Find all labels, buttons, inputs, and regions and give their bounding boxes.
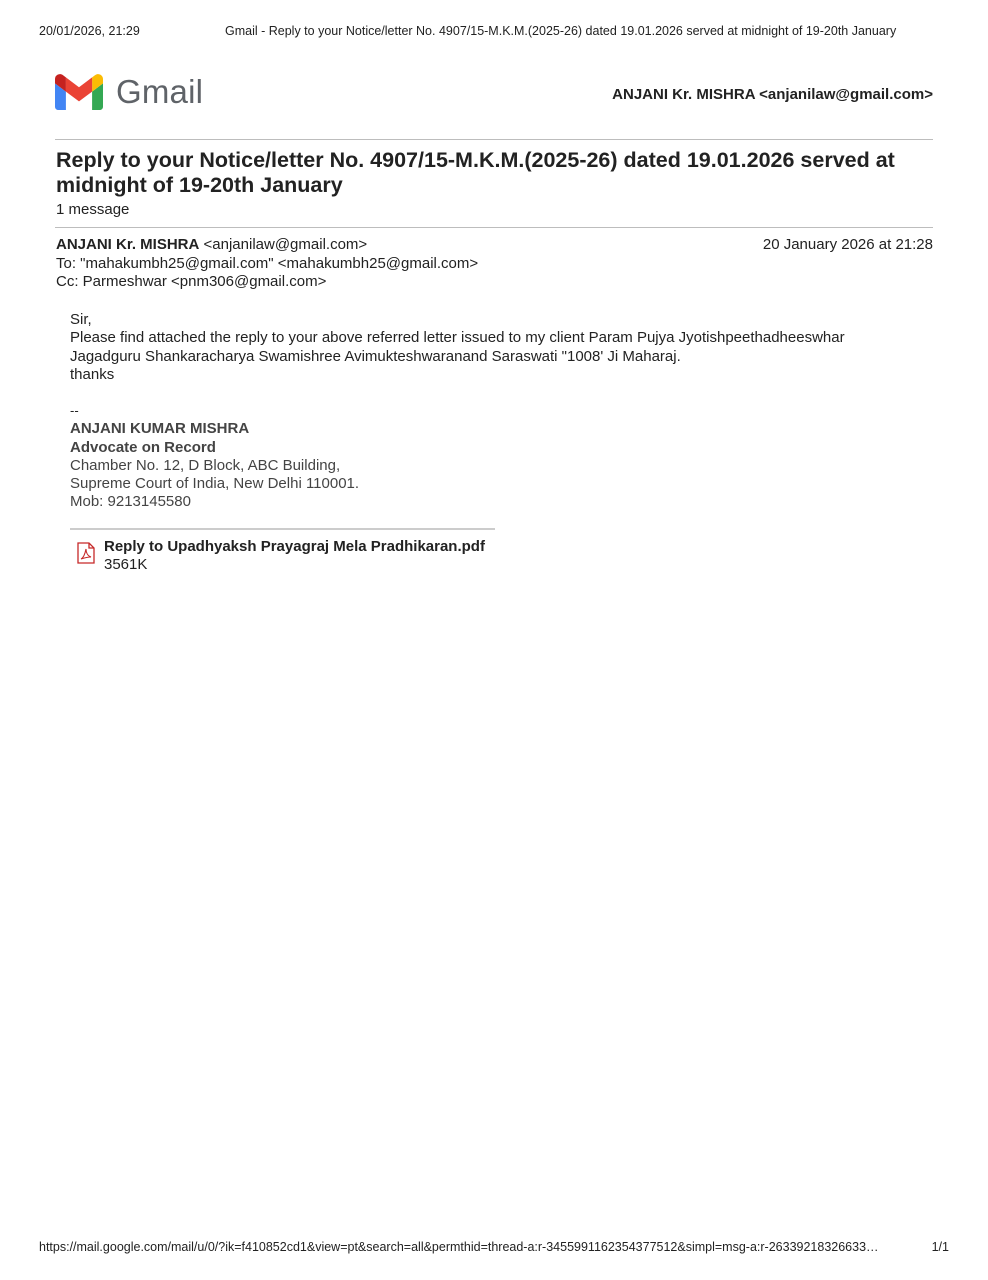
attachment-size: 3561K (104, 556, 148, 573)
sender-line (56, 236, 478, 255)
message-count: 1 message (56, 201, 130, 218)
signature-address: Supreme Court of India, New Delhi 110001. (70, 475, 360, 493)
sender-name: ANJANI Kr. MISHRA (56, 236, 200, 253)
gmail-wordmark: Gmail (116, 73, 204, 110)
signature-separator: -- (70, 403, 79, 418)
account-label: ANJANI Kr. MISHRA <anjanilaw@gmail.com> (612, 86, 933, 103)
message-date: 20 January 2026 at 21:28 (762, 236, 933, 253)
attachment-divider (70, 528, 495, 530)
print-header (39, 24, 949, 42)
body-line: Please find attached the reply to your above referred letter issued to my client Param Pujya Jyotishpeethadheeswhar (70, 329, 845, 347)
divider (55, 139, 933, 140)
body-greeting: Sir, (70, 311, 92, 328)
body-closing: thanks (70, 365, 115, 383)
signature-address: Chamber No. 12, D Block, ABC Building, (70, 456, 341, 474)
message-header (56, 236, 478, 292)
recipient-cc: Cc: Parmeshwar <pnm306@gmail.com> (56, 273, 327, 290)
gmail-logo (55, 72, 203, 112)
signature-name: ANJANI KUMAR MISHRA (70, 420, 250, 438)
body-line: Jagadguru Shankaracharya Swamishree Avimukteshwaranand Saraswati "1008' Ji Maharaj. (70, 347, 681, 365)
page-number: 1/1 (931, 1240, 949, 1254)
print-title: Gmail - Reply to your Notice/letter No. 4907/15-M.K.M.(2025-26) dated 19.01.2026 served at midnight of 19-20th January (225, 24, 897, 38)
attachment-filename[interactable]: Reply to Upadhyaksh Prayagraj Mela Pradhikaran.pdf (104, 538, 485, 555)
thread-subject: Reply to your Notice/letter No. 4907/15-M.K.M.(2025-26) dated 19.01.2026 served at midnight of 19-20th January (56, 148, 895, 197)
signature (70, 402, 359, 512)
signature-mobile: Mob: 9213145580 (70, 493, 191, 511)
divider (55, 227, 933, 228)
message-body (70, 311, 930, 384)
print-datetime: 20/01/2026, 21:29 (39, 24, 140, 38)
gmail-m-icon (55, 74, 103, 110)
print-url: https://mail.google.com/mail/u/0/?ik=f410852cd1&view=pt&search=all&permthid=thread-a:r-3455991162354377512&simpl=msg-a:r-26339218326633… (39, 1240, 879, 1254)
sender-email[interactable]: <anjanilaw@gmail.com> (203, 236, 368, 253)
recipient-to: To: "mahakumbh25@gmail.com" <mahakumbh25@gmail.com> (56, 254, 479, 272)
print-footer (39, 1240, 949, 1256)
signature-role: Advocate on Record (70, 438, 216, 456)
pdf-icon (76, 542, 96, 564)
